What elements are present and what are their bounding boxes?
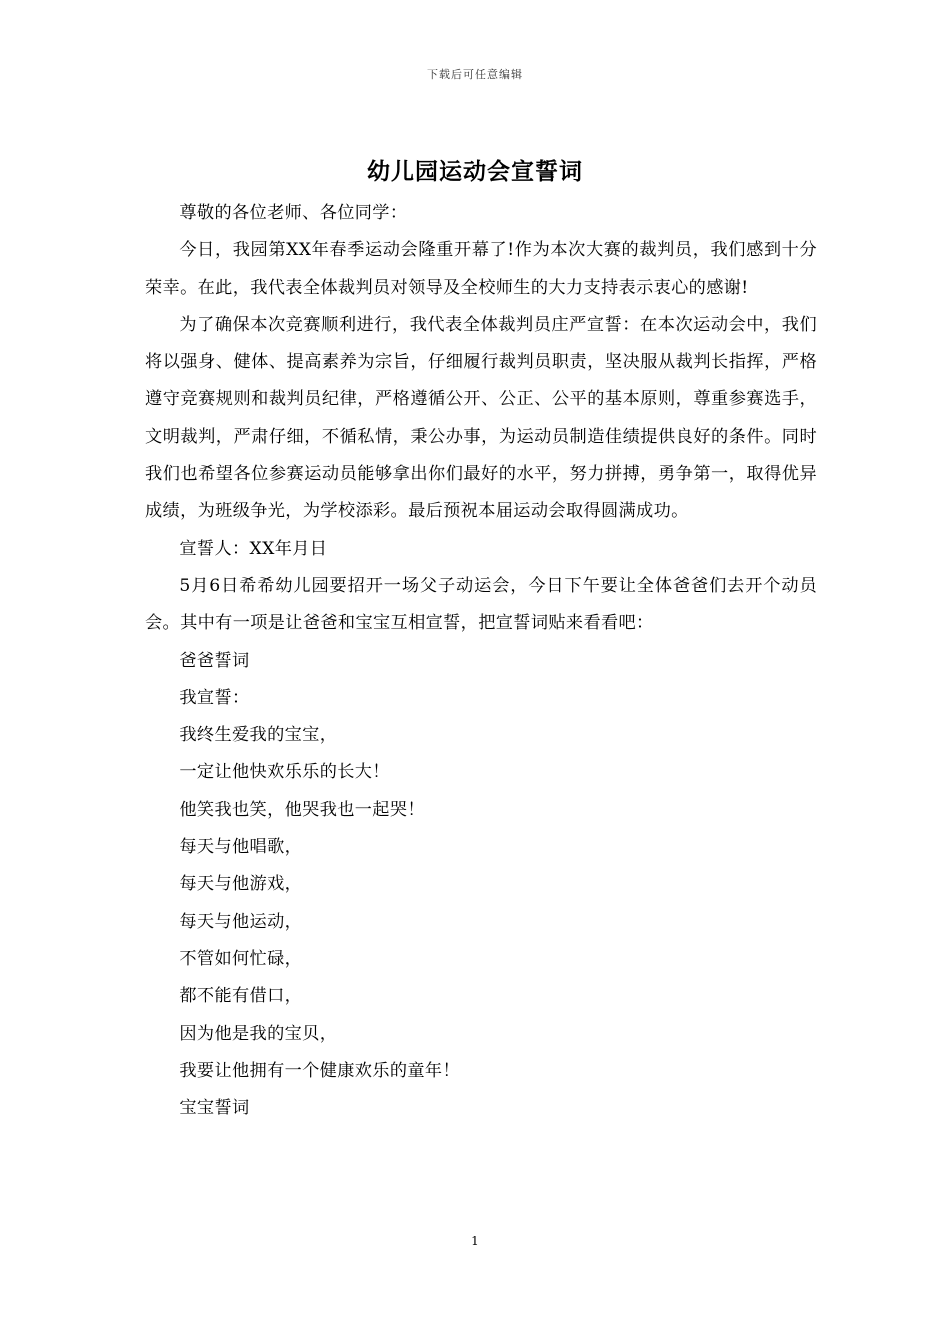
- paragraph-salutation: 尊敬的各位老师、各位同学：: [179, 203, 408, 223]
- paragraph-line: 每天与他运动，: [179, 911, 303, 932]
- paragraph-opening: 今日，我园第XX年春季运动会隆重开幕了!作为本次大赛的裁判员，我们感到十分荣幸。在此，我代表全体裁判员对领导及全校师生的大力支持表示衷心的感谢!: [145, 240, 817, 298]
- paragraph-intro: 5月6日希希幼儿园要招开一场父子动运会，今日下午要让全体爸爸们去开个动员会。其中有一项是让爸爸和宝宝互相宣誓，把宣誓词贴来看看吧：: [145, 575, 817, 634]
- paragraph-baby-heading: 宝宝誓词: [179, 1098, 250, 1119]
- paragraph-line: 我终生爱我的宝宝，: [179, 725, 338, 746]
- paragraph-line: 我要让他拥有一个健康欢乐的童年！: [179, 1060, 460, 1081]
- header-note: 下载后可任意编辑: [427, 68, 523, 81]
- paragraph-line: 一定让他快欢乐乐的长大！: [179, 762, 390, 783]
- paragraph-oath: 为了确保本次竞赛顺利进行，我代表全体裁判员庄严宣誓：在本次运动会中，我们将以强身、健体、提高素养为宗旨，仔细履行裁判员职责，坚决服从裁判长指挥，严格遵守竞赛规则和裁判员纪律，严格遵循公开、公正、公平的基本原则，尊重参赛选手，文明裁判，严肃仔细，不循私情，秉公办事，为运动员制造佳绩提供良好的条件。同时我们也希望各位参赛运动员能够拿出你们最好的水平，努力拼搏，勇争第一，取得优异成绩，为班级争光，为学校添彩。最后预祝本届运动会取得圆满成功。: [145, 314, 817, 522]
- paragraph-line: 我宣誓：: [179, 687, 250, 708]
- document-title: 幼儿园运动会宣誓词: [367, 158, 583, 185]
- page-number: 1: [471, 1234, 479, 1248]
- paragraph-line: 每天与他游戏，: [179, 874, 303, 895]
- paragraph-line: 不管如何忙碌，: [179, 948, 303, 969]
- paragraph-line: 都不能有借口，: [179, 986, 303, 1007]
- paragraph-line: 因为他是我的宝贝，: [179, 1023, 338, 1044]
- paragraph-line: 他笑我也笑，他哭我也一起哭！: [179, 799, 425, 820]
- paragraph-dad-heading: 爸爸誓词: [179, 650, 250, 671]
- paragraph-signatory: 宣誓人：XX年月日: [179, 538, 328, 559]
- document-body: [145, 195, 817, 1127]
- paragraph-line: 每天与他唱歌，: [179, 837, 303, 858]
